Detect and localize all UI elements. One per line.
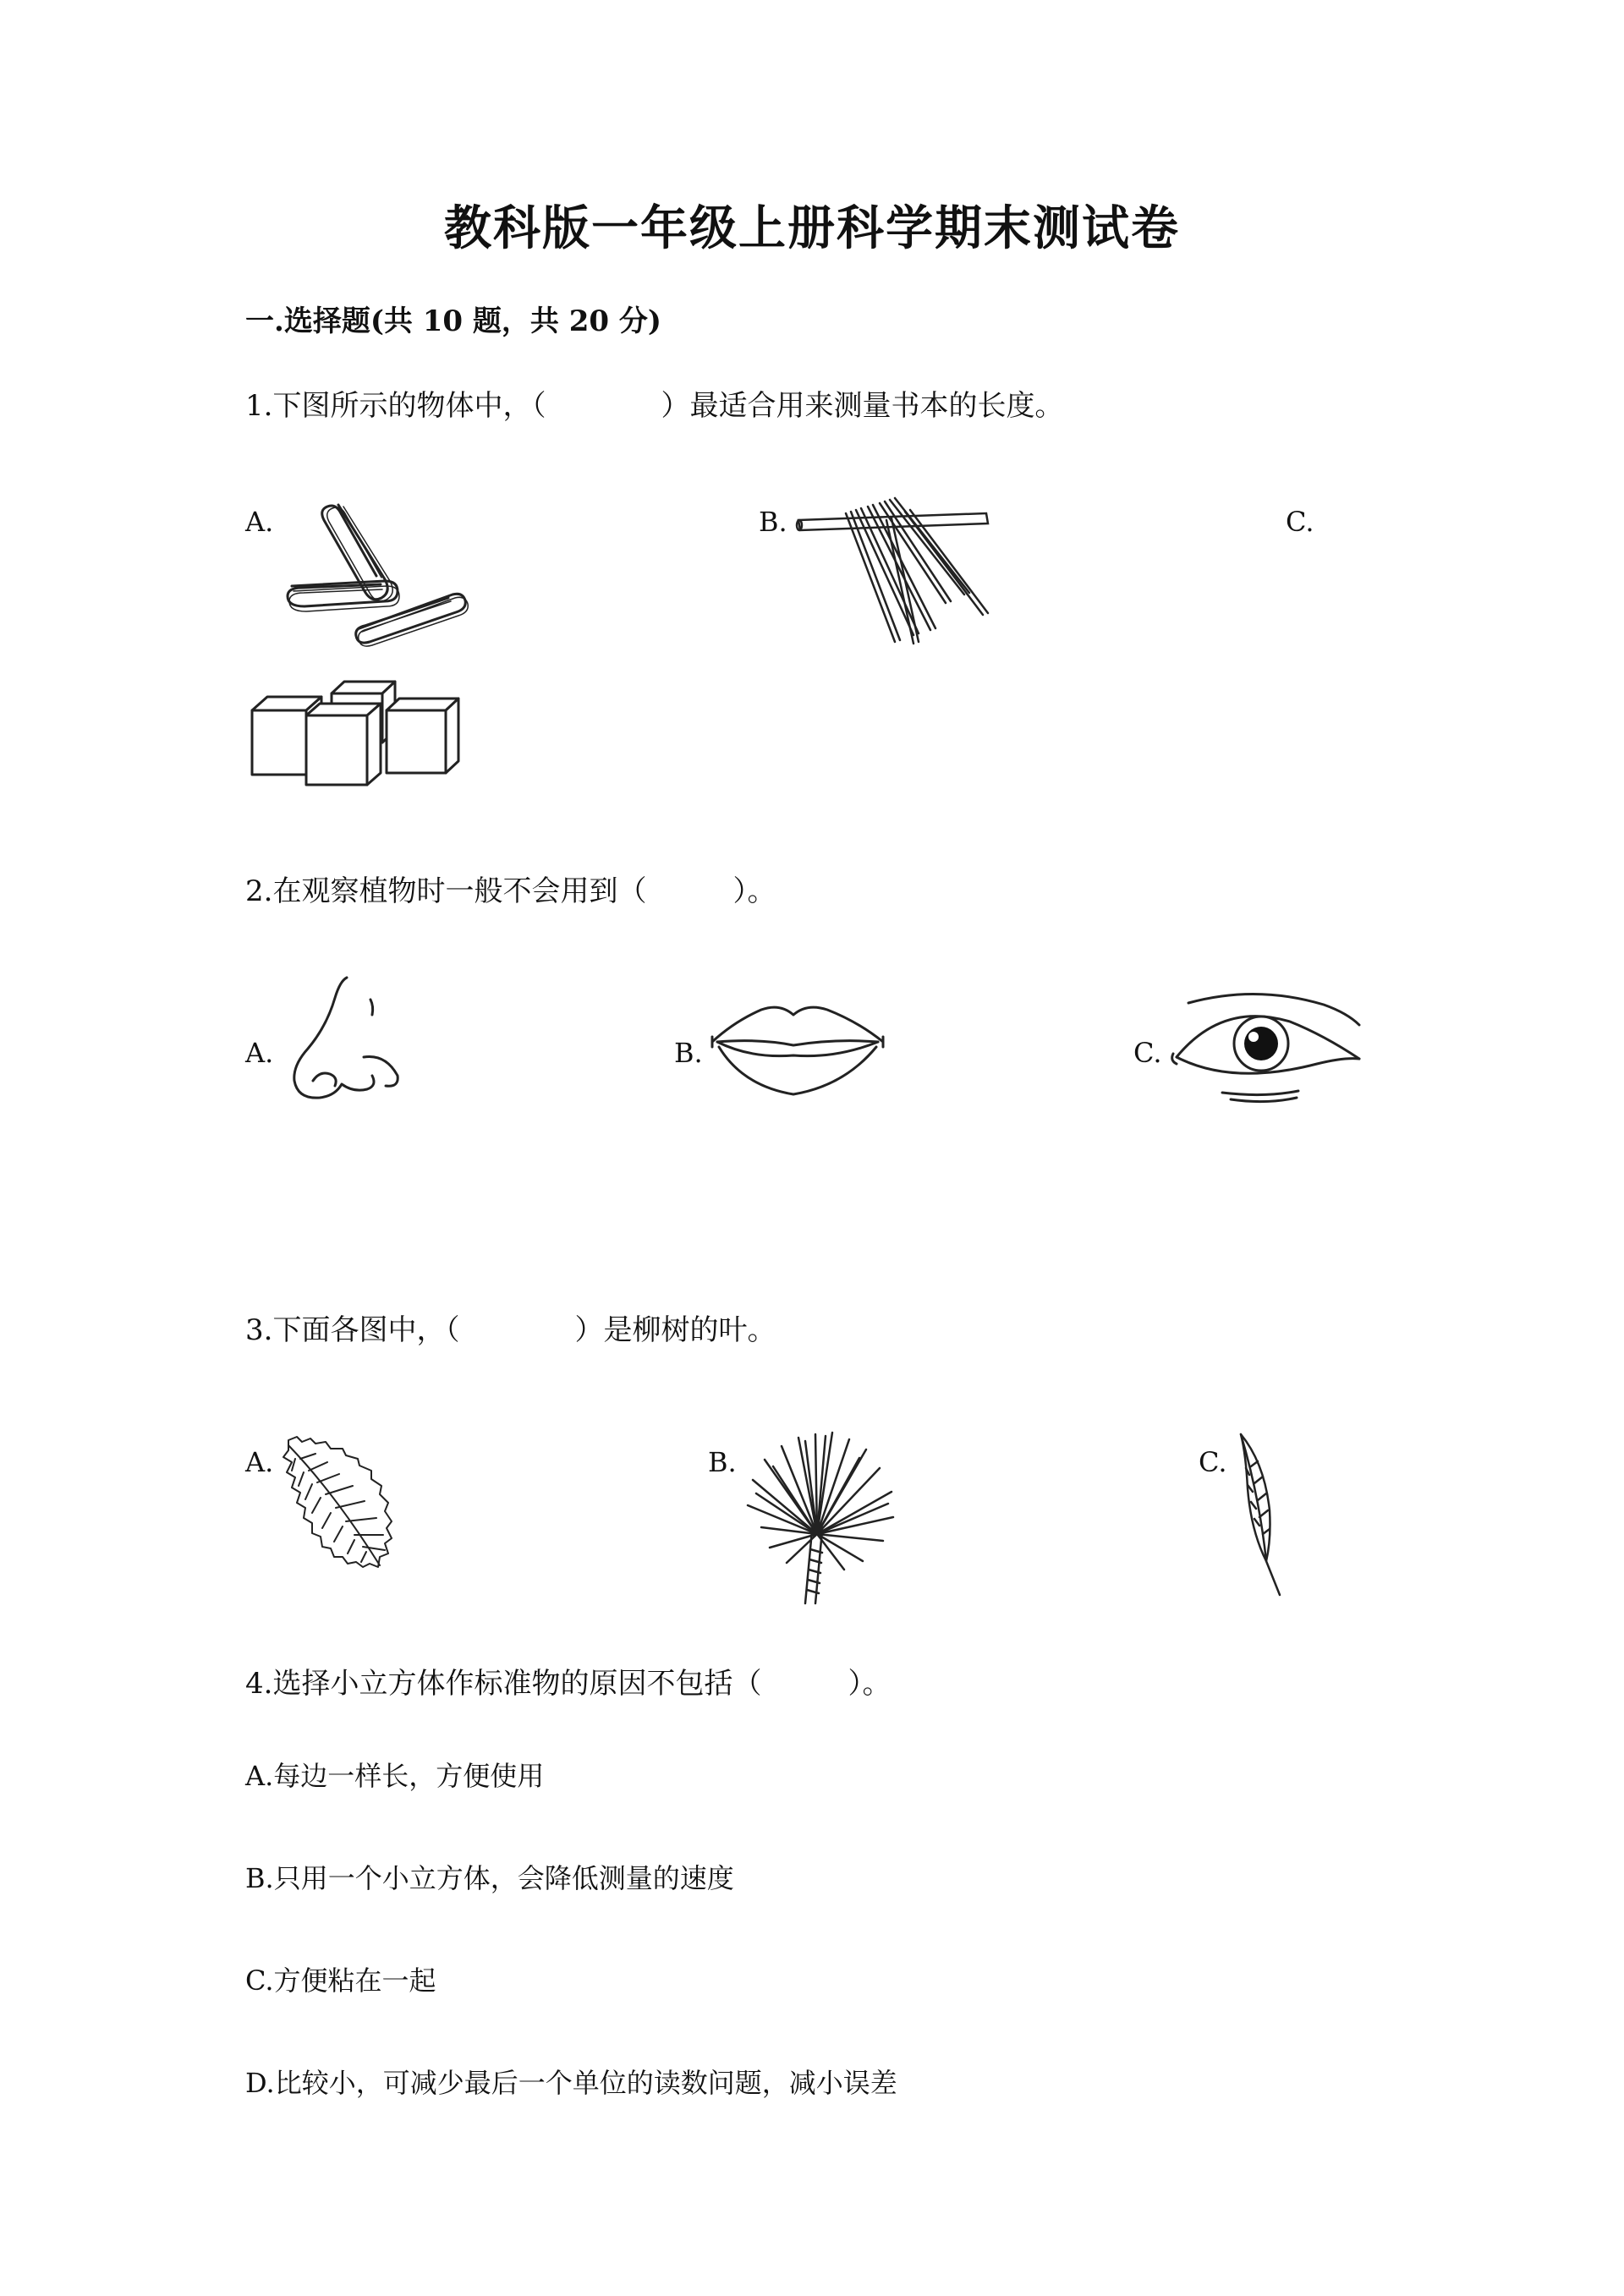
pine-needles-icon	[744, 1429, 897, 1607]
page-title: 教科版一年级上册科学期末测试卷	[444, 200, 1180, 256]
paper-clips-icon	[275, 495, 469, 643]
willow-leaf-icon	[1231, 1429, 1298, 1598]
q2-option-b-label: B.	[674, 1037, 703, 1069]
q4-option-b: B.只用一个小立方体，会降低测量的速度	[245, 1862, 734, 1894]
q2-option-a-label: A.	[245, 1037, 274, 1069]
q1-option-c-label: C.	[1286, 506, 1314, 538]
q4-option-d: D.比较小，可减少最后一个单位的读数问题，减小误差	[245, 2067, 897, 2099]
q2-option-c-label: C.	[1133, 1037, 1162, 1069]
question-4-stem: 4.选择小立方体作标准物的原因不包括（ ）。	[245, 1667, 892, 1701]
mouth-icon	[709, 998, 886, 1099]
question-1-stem: 1.下图所示的物体中，（ ）最适合用来测量书本的长度。	[245, 389, 1064, 423]
question-2-stem: 2.在观察植物时一般不会用到（ ）。	[245, 874, 776, 908]
eye-icon	[1171, 988, 1362, 1106]
q4-option-a: A.每边一样长，方便使用	[245, 1760, 545, 1792]
q1-option-b-label: B.	[759, 506, 787, 538]
question-3-stem: 3.下面各图中，（ ）是柳树的叶。	[245, 1313, 776, 1347]
q3-option-c-label: C.	[1199, 1446, 1227, 1478]
small-cubes-icon	[247, 678, 469, 790]
q3-option-a-label: A.	[245, 1446, 274, 1478]
sticks-icon	[795, 495, 994, 651]
q4-option-c: C.方便粘在一起	[245, 1964, 436, 1997]
serrated-leaf-icon	[275, 1433, 410, 1569]
section-header: 一.选择题(共 10 题，共 20 分)	[245, 304, 661, 338]
q1-option-a-label: A.	[245, 506, 274, 538]
nose-icon	[279, 973, 406, 1104]
q3-option-b-label: B.	[708, 1446, 737, 1478]
